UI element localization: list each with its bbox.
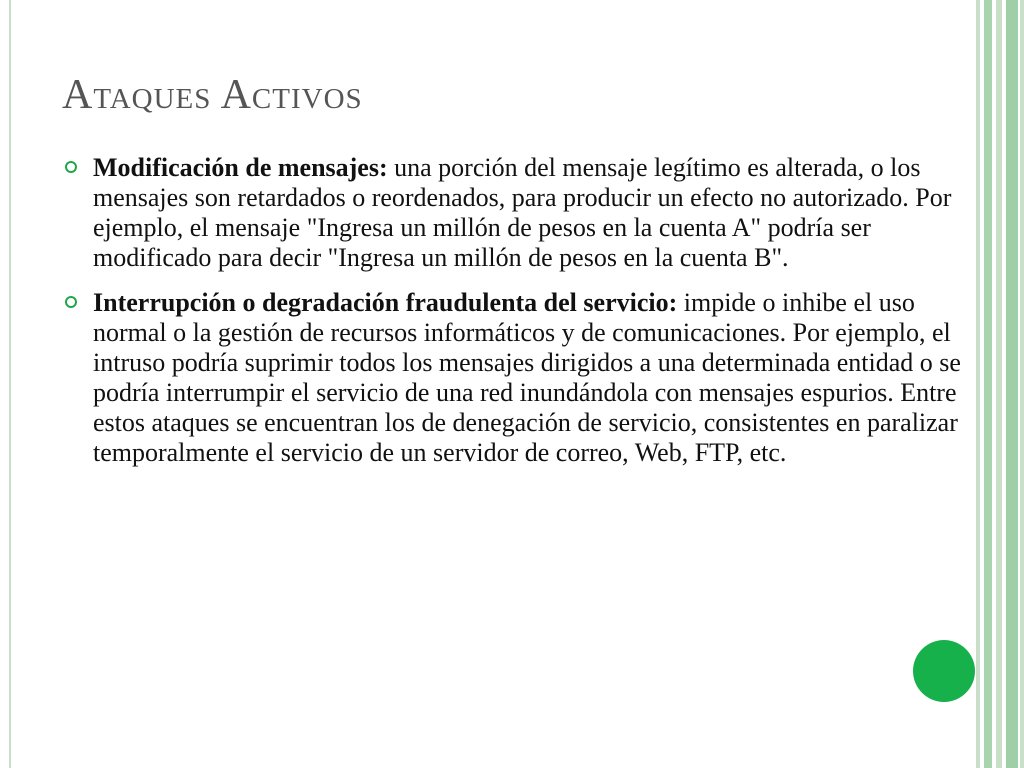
bullet-circle-icon <box>65 296 77 308</box>
frame-stripe <box>976 0 980 768</box>
frame-stripe <box>1006 0 1018 768</box>
bullet-term: Interrupción o degradación fraudulenta del servicio: <box>93 288 684 317</box>
bullet-term: Modificación de mensajes: <box>93 153 395 182</box>
decorative-green-circle <box>913 640 975 702</box>
frame-stripe <box>996 0 1002 768</box>
bullet-circle-icon <box>65 161 77 173</box>
bullet-text: una porción del mensaje legítimo es alterada, o los mensajes son retardados o reordenados, para producir un efecto no autorizado. Por ejemplo, el mensaje "Ingresa un millón de pesos en la cuenta A" podría ser modificado para decir "Ingresa un millón de pesos en la cuenta B". <box>93 153 952 272</box>
bullet-text: impide o inhibe el uso normal o la gestión de recursos informáticos y de comunicaciones. Por ejemplo, el intruso podría suprimir todos los mensajes dirigidos a una determinada entidad o se podría interrumpir el servicio de una red inundándola con mensajes espurios. Entre estos ataques se encuentran los de denegación de servicio, consistentes en paralizar temporalmente el servicio de un servidor de correo, Web, FTP, etc. <box>93 288 961 467</box>
left-frame-line <box>9 0 11 768</box>
slide-title: Ataques Activos <box>62 72 363 118</box>
bullet-item <box>62 288 962 468</box>
frame-stripe <box>1020 0 1024 768</box>
bullet-item <box>62 153 962 273</box>
bullet-list <box>62 153 962 483</box>
frame-stripe <box>984 0 992 768</box>
right-frame-stripes <box>976 0 1024 768</box>
